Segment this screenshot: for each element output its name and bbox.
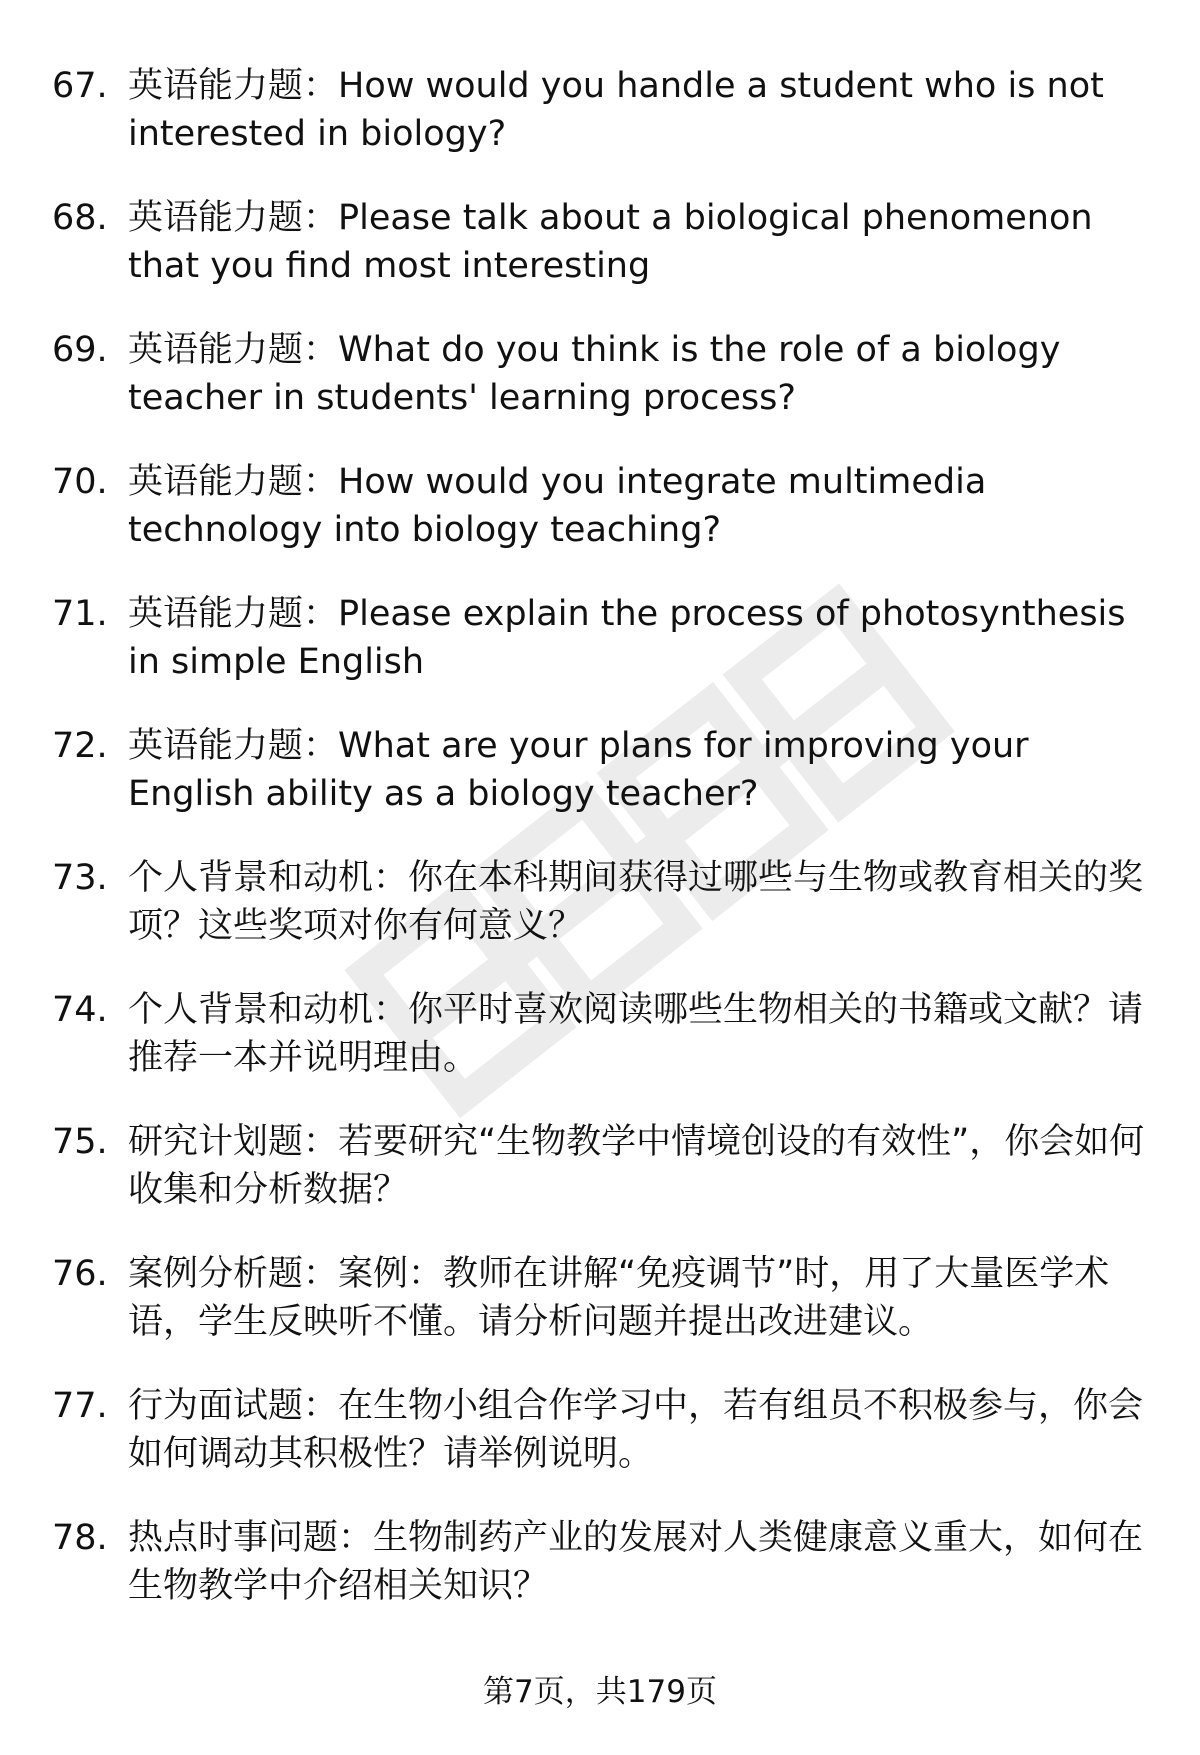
question-number: 73.: [52, 858, 108, 898]
question-item: [52, 62, 1162, 194]
question-number: 72.: [52, 726, 108, 766]
question-list: [52, 62, 1162, 1646]
question-item: [52, 194, 1162, 326]
question-text: 英语能力题：What are your plans for improving your English ability as a biology teacher?: [128, 726, 1029, 814]
question-text: 英语能力题：Please talk about a biological phenomenon that you find most interesting: [128, 198, 1093, 286]
question-item: [52, 722, 1162, 854]
question-number: 70.: [52, 462, 108, 502]
question-number: 68.: [52, 198, 108, 238]
question-text: 热点时事问题：生物制药产业的发展对人类健康意义重大，如何在生物教学中介绍相关知识？: [128, 1518, 1144, 1606]
question-text: 研究计划题：若要研究“生物教学中情境创设的有效性”，你会如何收集和分析数据？: [128, 1122, 1145, 1210]
question-text: 个人背景和动机：你平时喜欢阅读哪些生物相关的书籍或文献？请推荐一本并说明理由。: [128, 990, 1144, 1078]
question-item: [52, 854, 1162, 986]
question-number: 75.: [52, 1122, 108, 1162]
question-item: [52, 458, 1162, 590]
question-item: [52, 986, 1162, 1118]
page-footer: 第7页，共179页: [483, 1674, 717, 1710]
question-number: 71.: [52, 594, 108, 634]
question-number: 76.: [52, 1254, 108, 1294]
question-text: 个人背景和动机：你在本科期间获得过哪些与生物或教育相关的奖项？这些奖项对你有何意义？: [128, 858, 1144, 946]
question-number: 78.: [52, 1518, 108, 1558]
question-number: 69.: [52, 330, 108, 370]
question-text: 英语能力题：How would you integrate multimedia technology into biology teaching?: [128, 462, 987, 550]
question-text: 英语能力题：How would you handle a student who is not interested in biology?: [128, 66, 1104, 154]
question-item: [52, 1118, 1162, 1250]
question-text: 英语能力题：What do you think is the role of a biology teacher in students' learning process?: [128, 330, 1061, 418]
question-item: [52, 1514, 1162, 1646]
question-text: 行为面试题：在生物小组合作学习中，若有组员不积极参与，你会如何调动其积极性？请举例说明。: [128, 1386, 1144, 1474]
question-item: [52, 1250, 1162, 1382]
question-number: 74.: [52, 990, 108, 1030]
question-number: 67.: [52, 66, 108, 106]
question-text: 案例分析题：案例：教师在讲解“免疫调节”时，用了大量医学术语，学生反映听不懂。请分析问题并提出改进建议。: [128, 1254, 1110, 1342]
question-item: [52, 1382, 1162, 1514]
question-number: 77.: [52, 1386, 108, 1426]
question-item: [52, 326, 1162, 458]
question-item: [52, 590, 1162, 722]
question-text: 英语能力题：Please explain the process of photosynthesis in simple English: [128, 594, 1126, 682]
